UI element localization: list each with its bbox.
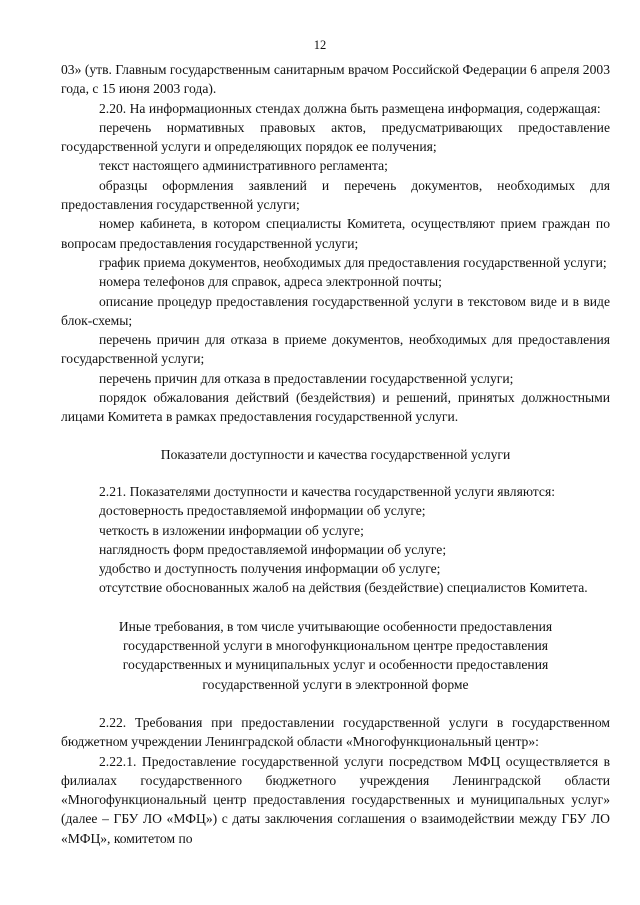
paragraph: 2.22.1. Предоставление государственной услуги посредством МФЦ осуществляется в филиалах государственного бюджетного учреждения Ленинградской области «Многофункциональный центр предоставления государственных и муниципальных услуг» (далее – ГБУ ЛО «МФЦ») с даты заключения соглашения о взаимодействии между ГБУ ЛО «МФЦ», комитетом по <box>61 753 610 846</box>
list-item: номера телефонов для справок, адреса электронной почты; <box>99 274 442 290</box>
list-item: достоверность предоставляемой информации об услуге; <box>99 503 426 519</box>
heading-line: государственных и муниципальных услуг и особенности предоставления <box>122 657 549 673</box>
paragraph: 2.22. Требования при предоставлении государственной услуги в государственном бюджетном учреждении Ленинградской области «Многофункциональный центр»: <box>61 714 610 750</box>
list-item: перечень причин для отказа в приеме документов, необходимых для предоставления государственной услуги; <box>61 332 610 367</box>
list-item: текст настоящего административного регламента; <box>99 158 388 174</box>
list-item: номер кабинета, в котором специалисты Комитета, осуществляют прием граждан по вопросам предоставления государственной услуги; <box>61 216 610 251</box>
list-item: перечень причин для отказа в предоставлении государственной услуги; <box>99 370 514 386</box>
list-item: удобство и доступность получения информации об услуге; <box>99 561 441 577</box>
heading-line: государственной услуги в многофункциональном центре предоставления <box>122 638 549 654</box>
paragraph: 2.20. На информационных стендах должна быть размещена информация, содержащая: <box>99 100 601 116</box>
list-item: наглядность форм предоставляемой информации об услуге; <box>99 541 447 557</box>
heading-line: Иные требования, в том числе учитывающие особенности предоставления <box>118 618 553 634</box>
list-item: перечень нормативных правовых актов, предусматривающих предоставление государственной услуги и определяющих порядок ее получения; <box>61 119 610 155</box>
paragraph: 03» (утв. Главным государственным санитарным врачом Российской Федерации 6 апреля 2003 года, с 15 июня 2003 года). <box>61 62 610 97</box>
list-item: образцы оформления заявлений и перечень документов, необходимых для предоставления государственной услуги; <box>61 177 610 213</box>
list-item: порядок обжалования действий (бездействия) и решений, принятых должностными лицами Комитета в рамках предоставления государственной услуги. <box>61 390 610 425</box>
list-item: график приема документов, необходимых для предоставления государственной услуги; <box>99 254 607 270</box>
section-heading-accessibility: Показатели доступности и качества государственной услуги <box>160 446 511 462</box>
list-item: отсутствие обоснованных жалоб на действия (бездействие) специалистов Комитета. <box>99 580 588 596</box>
page-body <box>61 60 610 848</box>
page-number: 12 <box>313 38 327 52</box>
section-heading-other-requirements <box>61 617 610 694</box>
heading-line: государственной услуги в электронной форме <box>202 676 469 692</box>
list-item: описание процедур предоставления государственной услуги в текстовом виде и в виде блок-схемы; <box>61 293 610 328</box>
paragraph: 2.21. Показателями доступности и качества государственной услуги являются: <box>99 483 555 499</box>
list-item: четкость в изложении информации об услуге; <box>99 522 364 538</box>
